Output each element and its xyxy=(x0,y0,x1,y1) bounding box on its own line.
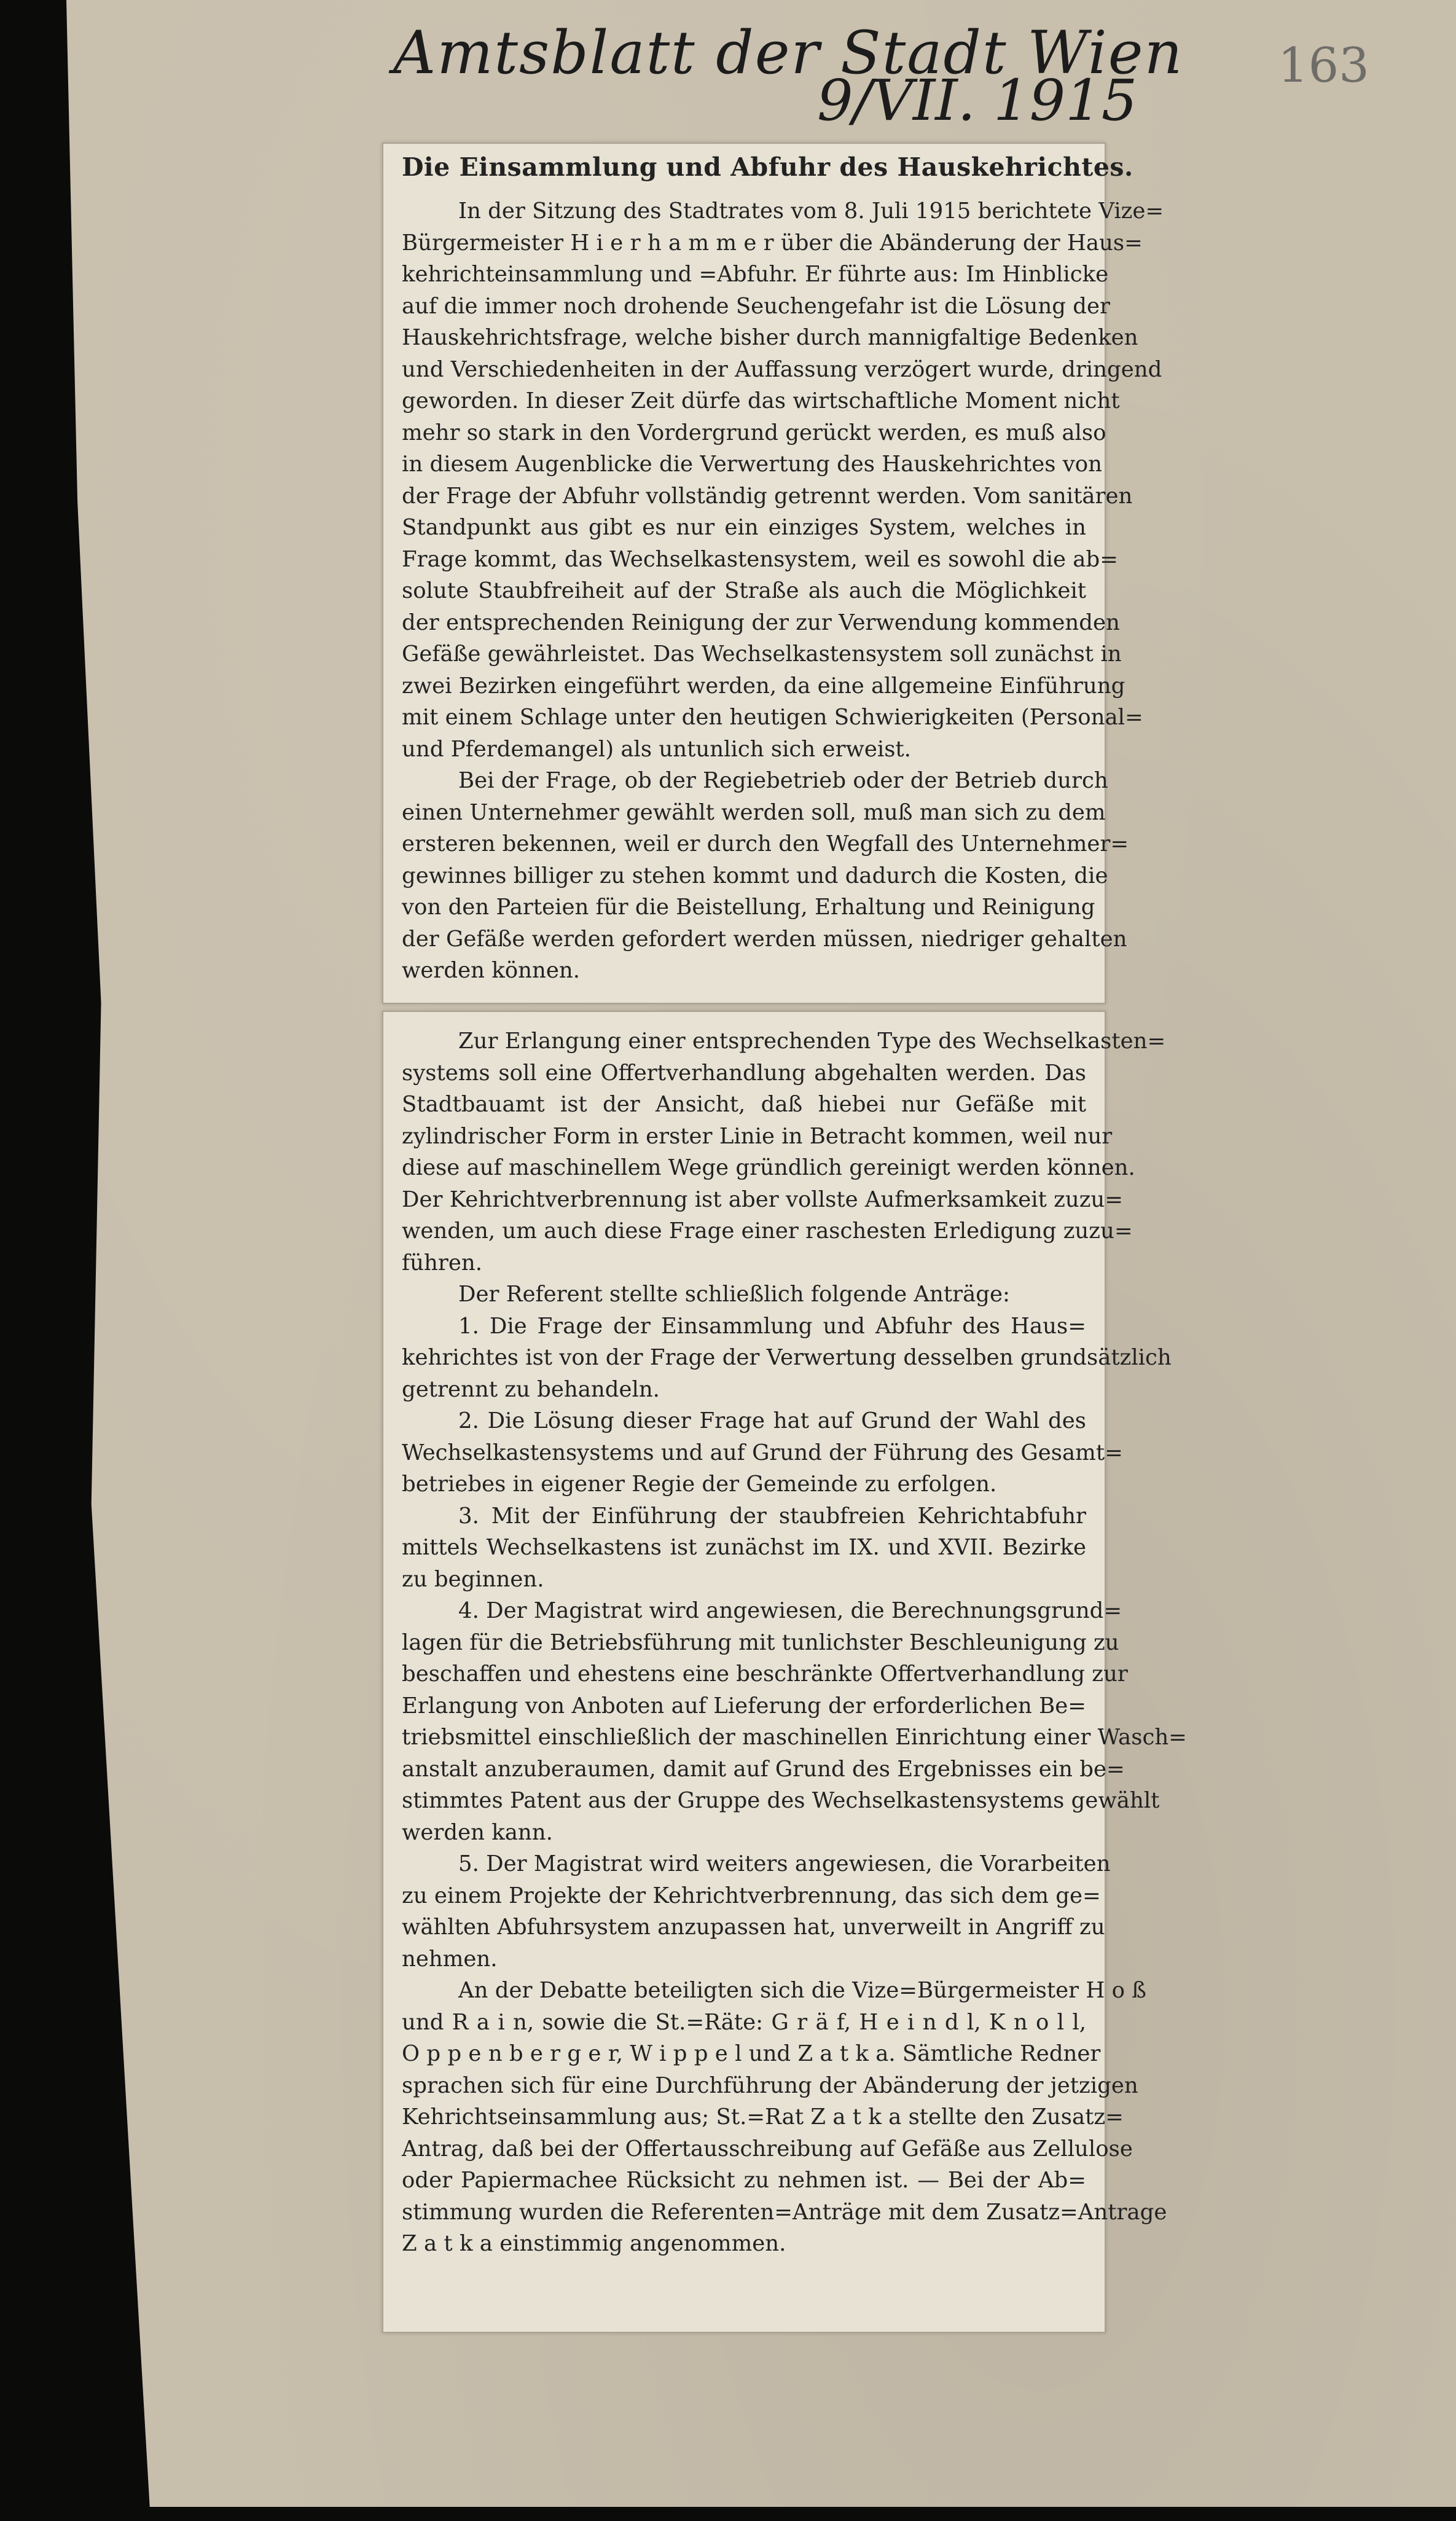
text-line: Frage kommt, das Wechselkastensystem, weil es sowohl die ab= xyxy=(402,546,1118,572)
article-heading: Die Einsammlung und Abfuhr des Hauskehrichtes. xyxy=(402,152,1133,182)
page-number: 163 xyxy=(1278,38,1369,93)
text-line: nehmen. xyxy=(402,1946,498,1972)
text-line: stimmtes Patent aus der Gruppe des Wechselkastensystems gewählt xyxy=(402,1788,1160,1813)
text-line: Gefäße gewährleistet. Das Wechselkastensystem soll zunächst in xyxy=(402,641,1122,667)
text-line: systems soll eine Offertverhandlung abgehalten werden. Das xyxy=(402,1060,1086,1086)
newspaper-clipping-1 xyxy=(382,143,1164,1004)
text-line: lagen für die Betriebsführung mit tunlichster Beschleunigung zu xyxy=(402,1629,1119,1655)
text-line: Hauskehrichtsfrage, welche bisher durch mannigfaltige Bedenken xyxy=(402,325,1138,350)
text-line: der Gefäße werden gefordert werden müssen, niedriger gehalten xyxy=(402,926,1127,952)
text-line: wenden, um auch diese Frage einer raschesten Erledigung zuzu= xyxy=(402,1218,1133,1244)
text-line: und Verschiedenheiten in der Auffassung verzögert wurde, dringend xyxy=(402,356,1162,382)
text-line: 4. Der Magistrat wird angewiesen, die Berechnungsgrund= xyxy=(458,1598,1122,1623)
text-line: Bürgermeister H i e r h a m m e r über die Abänderung der Haus= xyxy=(402,230,1143,256)
text-line: betriebes in eigener Regie der Gemeinde zu erfolgen. xyxy=(402,1472,997,1497)
text-line: kehrichteinsammlung und =Abfuhr. Er führte aus: Im Hinblicke xyxy=(402,262,1109,287)
text-line: Wechselkastensystems und auf Grund der Führung des Gesamt= xyxy=(402,1440,1123,1465)
text-line: werden kann. xyxy=(402,1819,553,1845)
text-line: Kehrichtseinsammlung aus; St.=Rat Z a t k a stellte den Zusatz= xyxy=(402,2104,1124,2130)
newspaper-clipping-2 xyxy=(382,1011,1187,2333)
text-line: und Pferdemangel) als untunlich sich erweist. xyxy=(402,736,911,762)
text-line: führen. xyxy=(402,1250,482,1276)
text-line: der Frage der Abfuhr vollständig getrennt werden. Vom sanitären xyxy=(402,483,1133,509)
text-line: 3. Mit der Einführung der staubfreien Kehrichtabfuhr xyxy=(458,1503,1086,1529)
text-line: Antrag, daß bei der Offertausschreibung auf Gefäße aus Zellulose xyxy=(402,2136,1133,2162)
text-line: O p p e n b e r g e r, W i p p e l und Z a t k a. Sämtliche Redner xyxy=(402,2041,1101,2066)
text-line: gewinnes billiger zu stehen kommt und dadurch die Kosten, die xyxy=(402,863,1108,888)
text-line: zwei Bezirken eingeführt werden, da eine allgemeine Einführung xyxy=(402,673,1125,699)
clipping-1-body xyxy=(402,195,1164,987)
handwritten-date: 9/VII. 1915 xyxy=(817,68,1138,133)
text-line: zu beginnen. xyxy=(402,1566,544,1592)
text-line: anstalt anzuberaumen, damit auf Grund des Ergebnisses ein be= xyxy=(402,1756,1125,1782)
text-line: solute Staubfreiheit auf der Straße als auch die Möglichkeit xyxy=(402,578,1086,603)
text-line: in diesem Augenblicke die Verwertung des Hauskehrichtes von xyxy=(402,452,1103,477)
text-line: geworden. In dieser Zeit dürfe das wirtschaftliche Moment nicht xyxy=(402,388,1120,414)
text-line: zu einem Projekte der Kehrichtverbrennung, das sich dem ge= xyxy=(402,1883,1101,1908)
text-line: Zur Erlangung einer entsprechenden Type des Wechselkasten= xyxy=(458,1029,1166,1054)
text-line: ersteren bekennen, weil er durch den Wegfall des Unternehmer= xyxy=(402,831,1129,857)
text-line: getrennt zu behandeln. xyxy=(402,1376,660,1402)
text-line: kehrichtes ist von der Frage der Verwertung desselben grundsätzlich xyxy=(402,1345,1172,1370)
handwritten-title: Amtsblatt der Stadt Wien xyxy=(393,18,1184,87)
text-line: 2. Die Lösung dieser Frage hat auf Grund der Wahl des xyxy=(458,1408,1086,1433)
text-line: werden können. xyxy=(402,958,581,983)
text-line: von den Parteien für die Beistellung, Erhaltung und Reinigung xyxy=(402,895,1095,920)
text-line: wählten Abfuhrsystem anzupassen hat, unverweilt in Angriff zu xyxy=(402,1915,1105,1940)
text-line: der entsprechenden Reinigung der zur Verwendung kommenden xyxy=(402,610,1120,635)
text-line: Der Kehrichtverbrennung ist aber vollste Aufmerksamkeit zuzu= xyxy=(402,1186,1124,1212)
text-line: Z a t k a einstimmig angenommen. xyxy=(402,2231,786,2256)
text-line: mittels Wechselkastens ist zunächst im IX. und XVII. Bezirke xyxy=(402,1535,1086,1560)
text-line: Erlangung von Anboten auf Lieferung der erforderlichen Be= xyxy=(402,1693,1086,1719)
text-line: mit einem Schlage unter den heutigen Schwierigkeiten (Personal= xyxy=(402,705,1143,730)
text-line: Bei der Frage, ob der Regiebetrieb oder der Betrieb durch xyxy=(458,768,1108,793)
text-line: mehr so stark in den Vordergrund gerückt werden, es muß also xyxy=(402,420,1106,445)
text-line: oder Papiermachee Rücksicht zu nehmen ist. — Bei der Ab= xyxy=(402,2168,1086,2193)
text-line: 5. Der Magistrat wird weiters angewiesen, die Vorarbeiten xyxy=(458,1851,1111,1876)
text-line: diese auf maschinellem Wege gründlich gereinigt werden können. xyxy=(402,1155,1135,1180)
text-line: triebsmittel einschließlich der maschinellen Einrichtung einer Wasch= xyxy=(402,1725,1187,1750)
text-line: Der Referent stellte schließlich folgende Anträge: xyxy=(458,1282,1010,1307)
text-line: Standpunkt aus gibt es nur ein einziges System, welches in xyxy=(402,515,1086,540)
clipping-2-body xyxy=(402,1025,1187,2260)
text-line: beschaffen und ehestens eine beschränkte Offertverhandlung zur xyxy=(402,1661,1128,1687)
text-line: einen Unternehmer gewählt werden soll, muß man sich zu dem xyxy=(402,799,1106,825)
text-line: zylindrischer Form in erster Linie in Betracht kommen, weil nur xyxy=(402,1123,1113,1149)
text-line: und R a i n, sowie die St.=Räte: G r ä f, H e i n d l, K n o l l, xyxy=(402,2009,1086,2035)
text-line: Stadtbauamt ist der Ansicht, daß hiebei nur Gefäße mit xyxy=(402,1092,1086,1117)
text-line: In der Sitzung des Stadtrates vom 8. Juli 1915 berichtete Vize= xyxy=(458,198,1164,224)
text-line: An der Debatte beteiligten sich die Vize=Bürgermeister H o ß xyxy=(458,1978,1146,2003)
text-line: stimmung wurden die Referenten=Anträge mit dem Zusatz=Antrage xyxy=(402,2199,1167,2225)
text-line: auf die immer noch drohende Seuchengefahr ist die Lösung der xyxy=(402,293,1110,319)
text-line: 1. Die Frage der Einsammlung und Abfuhr des Haus= xyxy=(458,1313,1086,1339)
text-line: sprachen sich für eine Durchführung der Abänderung der jetzigen xyxy=(402,2072,1138,2098)
